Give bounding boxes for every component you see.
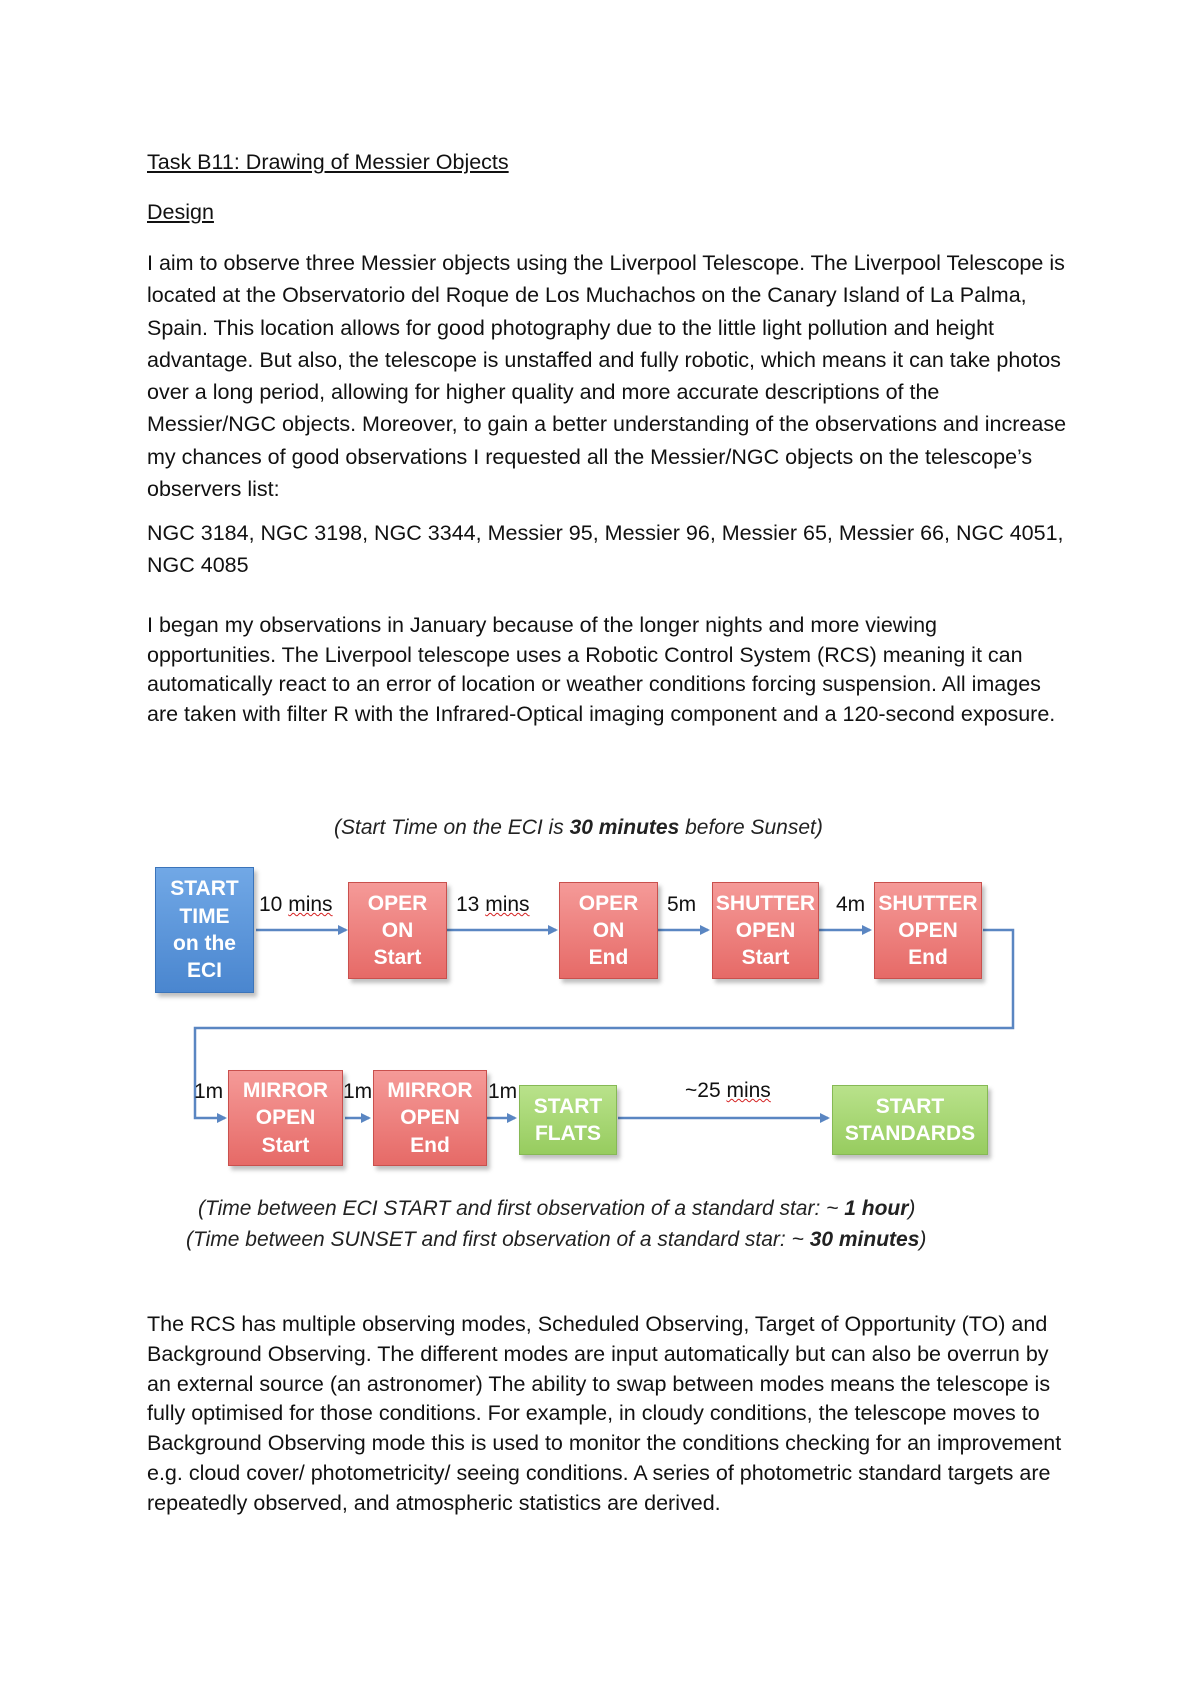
box-open-on-start: OPER ON Start	[348, 882, 447, 979]
diagram-caption-sunset: (Time between SUNSET and first observation of a standard star: ~ 30 minutes)	[186, 1228, 927, 1251]
paragraph-observations: I began my observations in January because of the longer nights and more viewing opportunities. The Liverpool telescope uses a Robotic Control System (RCS) meaning it can automatically react to an error of location or weather conditions forcing suspension. All images are taken with filter R with the Infrared-Optical imaging component and a 120-second exposure.	[147, 613, 1056, 726]
box-start-flats: START FLATS	[519, 1085, 617, 1155]
design-heading: Design	[147, 200, 214, 224]
diagram-top-caption: (Start Time on the ECI is 30 minutes before Sunset)	[334, 816, 823, 839]
label-25-mins: ~25 mins	[685, 1079, 771, 1102]
label-1m-b: 1m	[343, 1080, 373, 1103]
object-list: NGC 3184, NGC 3198, NGC 3344, Messier 95, Messier 96, Messier 65, Messier 66, NGC 4051, NGC 4085	[147, 521, 1064, 577]
label-13-mins: 13 mins	[456, 893, 530, 916]
box-shutter-open-start: SHUTTER OPEN Start	[712, 882, 819, 979]
diagram-caption-eci: (Time between ECI START and first observation of a standard star: ~ 1 hour)	[198, 1197, 916, 1220]
label-1m-c: 1m	[488, 1080, 518, 1103]
box-mirror-open-start: MIRROR OPEN Start	[228, 1070, 343, 1166]
label-1m-a: 1m	[194, 1080, 224, 1103]
paragraph-observing-modes: The RCS has multiple observing modes, Scheduled Observing, Target of Opportunity (TO) and Background Observing. The different modes are input automatically but can also be overrun by an external source (an astronomer) The ability to swap between modes means the telescope is fully optimised for those conditions. For example, in cloudy conditions, the telescope moves to Background Observing mode this is used to monitor the conditions checking for an improvement e.g. cloud cover/ photometricity/ seeing conditions. A series of photometric standard targets are repeatedly observed, and atmospheric statistics are derived.	[147, 1312, 1062, 1515]
box-open-on-end: OPER ON End	[559, 882, 658, 979]
label-5m: 5m	[667, 893, 697, 916]
box-start-time-eci: START TIME on the ECI	[155, 867, 254, 993]
box-mirror-open-end: MIRROR OPEN End	[373, 1070, 487, 1166]
box-shutter-open-end: SHUTTER OPEN End	[874, 882, 982, 979]
label-4m: 4m	[836, 893, 866, 916]
box-start-standards: START STANDARDS	[832, 1085, 988, 1155]
document-title: Task B11: Drawing of Messier Objects	[147, 150, 509, 174]
label-10-mins: 10 mins	[259, 893, 333, 916]
paragraph-intro: I aim to observe three Messier objects using the Liverpool Telescope. The Liverpool Telescope is located at the Observatorio del Roque de Los Muchachos on the Canary Island of La Palma, Spain. This location allows for good photography due to the little light pollution and height advantage. But also, the telescope is unstaffed and fully robotic, which means it can take photos over a long period, allowing for higher quality and more accurate descriptions of the Messier/NGC objects. Moreover, to gain a better understanding of the observations and increase my chances of good observations I requested all the Messier/NGC objects on the telescope’s observers list:	[147, 251, 1067, 502]
